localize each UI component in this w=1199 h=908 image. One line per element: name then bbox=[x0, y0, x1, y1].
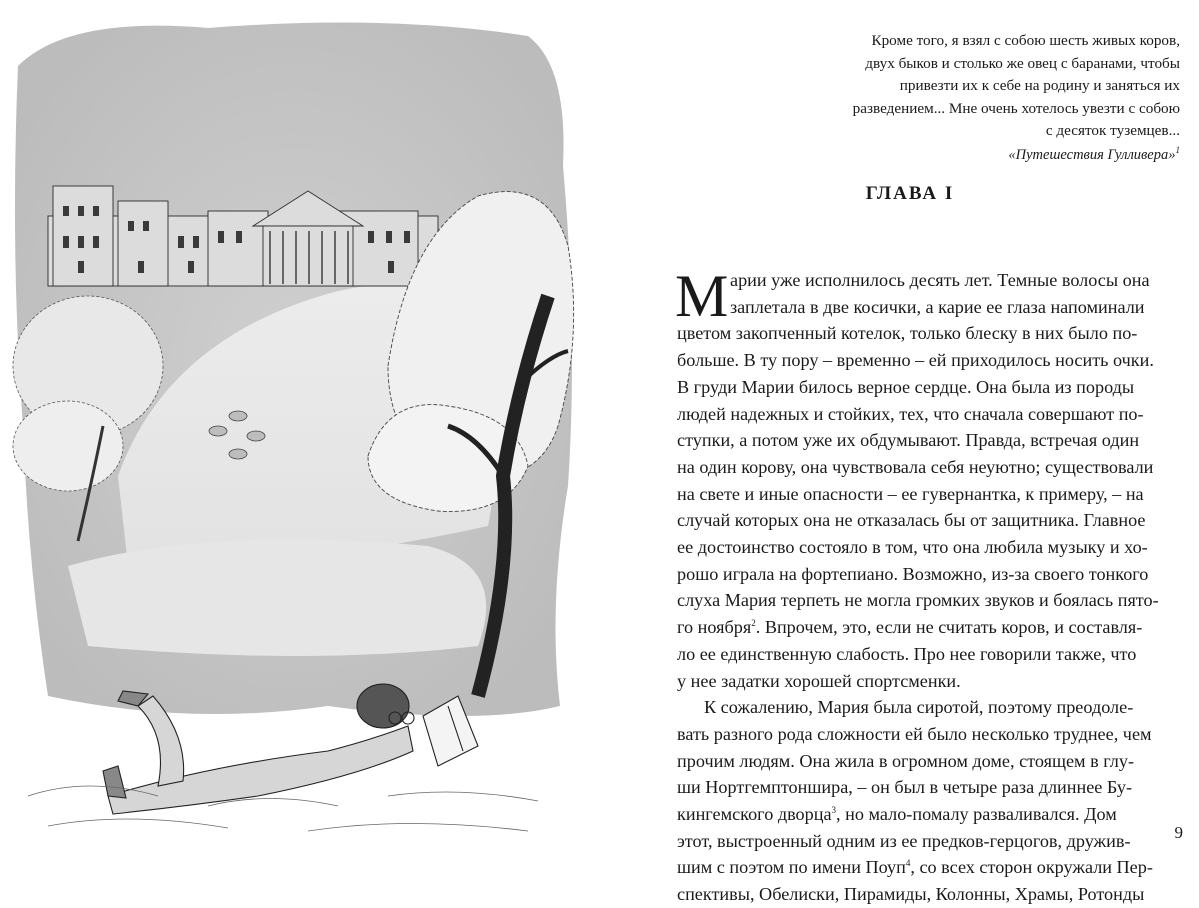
text-line: больше. В ту пору – временно – ей приходилось носить очки. bbox=[677, 350, 1154, 371]
text-line: ло ее единственную слабость. Про нее говорили также, что bbox=[677, 643, 1137, 664]
text-line: арии уже исполнилось десять лет. Темные волосы она bbox=[730, 270, 1150, 290]
footnote-mark: 3 bbox=[831, 804, 837, 815]
text-segment: го ноября bbox=[677, 617, 752, 638]
epigraph-line: Кроме того, я взял с собою шесть живых коров, bbox=[871, 32, 1180, 49]
text-segment: шим с поэтом по имени Поуп bbox=[677, 857, 906, 878]
text-line: цветом закопченный котелок, только блеску в них было по- bbox=[677, 323, 1138, 344]
text-line: этот, выстроенный одним из ее предков-герцогов, дружив- bbox=[677, 830, 1131, 851]
text-line: у нее задатки хорошей спортсменки. bbox=[677, 670, 961, 691]
epigraph-source bbox=[760, 144, 1180, 167]
footnote-mark: 4 bbox=[905, 858, 911, 869]
text-line: го ноября$^2$. Впрочем, это, если не считать коров, и составля- bbox=[677, 617, 1143, 638]
text-segment: Впрочем, это, если не считать коров, и составля- bbox=[764, 617, 1143, 638]
epigraph-line: двух быков и столько же овец с баранами, чтобы bbox=[865, 54, 1180, 72]
text-line bbox=[677, 801, 1117, 828]
text-line: прочим людям. Она жила в огромном доме, стоящем в глу- bbox=[677, 750, 1135, 771]
epigraph bbox=[760, 30, 1180, 167]
text-line: ее достоинство состояло в том, что она любила музыку и хо- bbox=[677, 537, 1148, 557]
text-line: случай которых она не отказалась бы от защитника. Главное bbox=[677, 510, 1146, 531]
chapter-title: ГЛАВА I bbox=[865, 183, 955, 204]
drop-cap: М bbox=[675, 263, 729, 329]
text-segment: , со всех сторон окружали Пер- bbox=[910, 857, 1153, 878]
text-line: рошо играла на фортепиано. Возможно, из-за своего тонкого bbox=[677, 563, 1149, 584]
epigraph-line: с десяток туземцев... bbox=[1045, 122, 1180, 140]
footnote-mark: 1 bbox=[1175, 145, 1180, 156]
epigraph-line: разведением... Мне очень хотелось увезти с собою bbox=[852, 99, 1180, 117]
text-line: спективы, Обелиски, Пирамиды, Колонны, Храмы, Ротонды bbox=[677, 884, 1145, 905]
text-line: вать разного рода сложности ей было несколько труднее, чем bbox=[677, 723, 1152, 744]
text-line: слуха Мария терпеть не могла громких звуков и боялась пято- bbox=[677, 590, 1159, 611]
illustration bbox=[8, 6, 582, 855]
epigraph-source-text: «Путешествия Гулливера» bbox=[1008, 146, 1176, 163]
text-line: людей надежных и стойких, тех, что сначала совершают по- bbox=[677, 403, 1144, 424]
text-segment: , но мало-помалу разваливался. Дом bbox=[836, 804, 1117, 824]
text-line: К сожалению, Мария была сиротой, поэтому преодоле- bbox=[704, 697, 1134, 718]
text-line: на один корову, она чувствовала себя неуютно; существовали bbox=[677, 456, 1154, 477]
text-line: ступки, а потом уже их обдумывают. Правда, встречая один bbox=[677, 430, 1140, 451]
page-number: 9 bbox=[1174, 823, 1183, 842]
text-line: заплетала в две косички, а карие ее глаза напоминали bbox=[730, 296, 1145, 317]
text-line: В груди Марии билось верное сердце. Она была из породы bbox=[677, 376, 1135, 397]
grass bbox=[28, 786, 538, 831]
text-line bbox=[677, 854, 1153, 881]
text-line: на свете и иные опасности – ее гувернантка, к примеру, – на bbox=[677, 483, 1144, 504]
text-segment: кингемского дворца bbox=[677, 804, 832, 824]
footnote-mark: 2 bbox=[751, 618, 756, 629]
text-line: ши Нортгемптоншира, – он был в четыре раза длиннее Бу- bbox=[677, 777, 1133, 798]
epigraph-line: привезти их к себе на родину и заняться их bbox=[899, 77, 1180, 95]
